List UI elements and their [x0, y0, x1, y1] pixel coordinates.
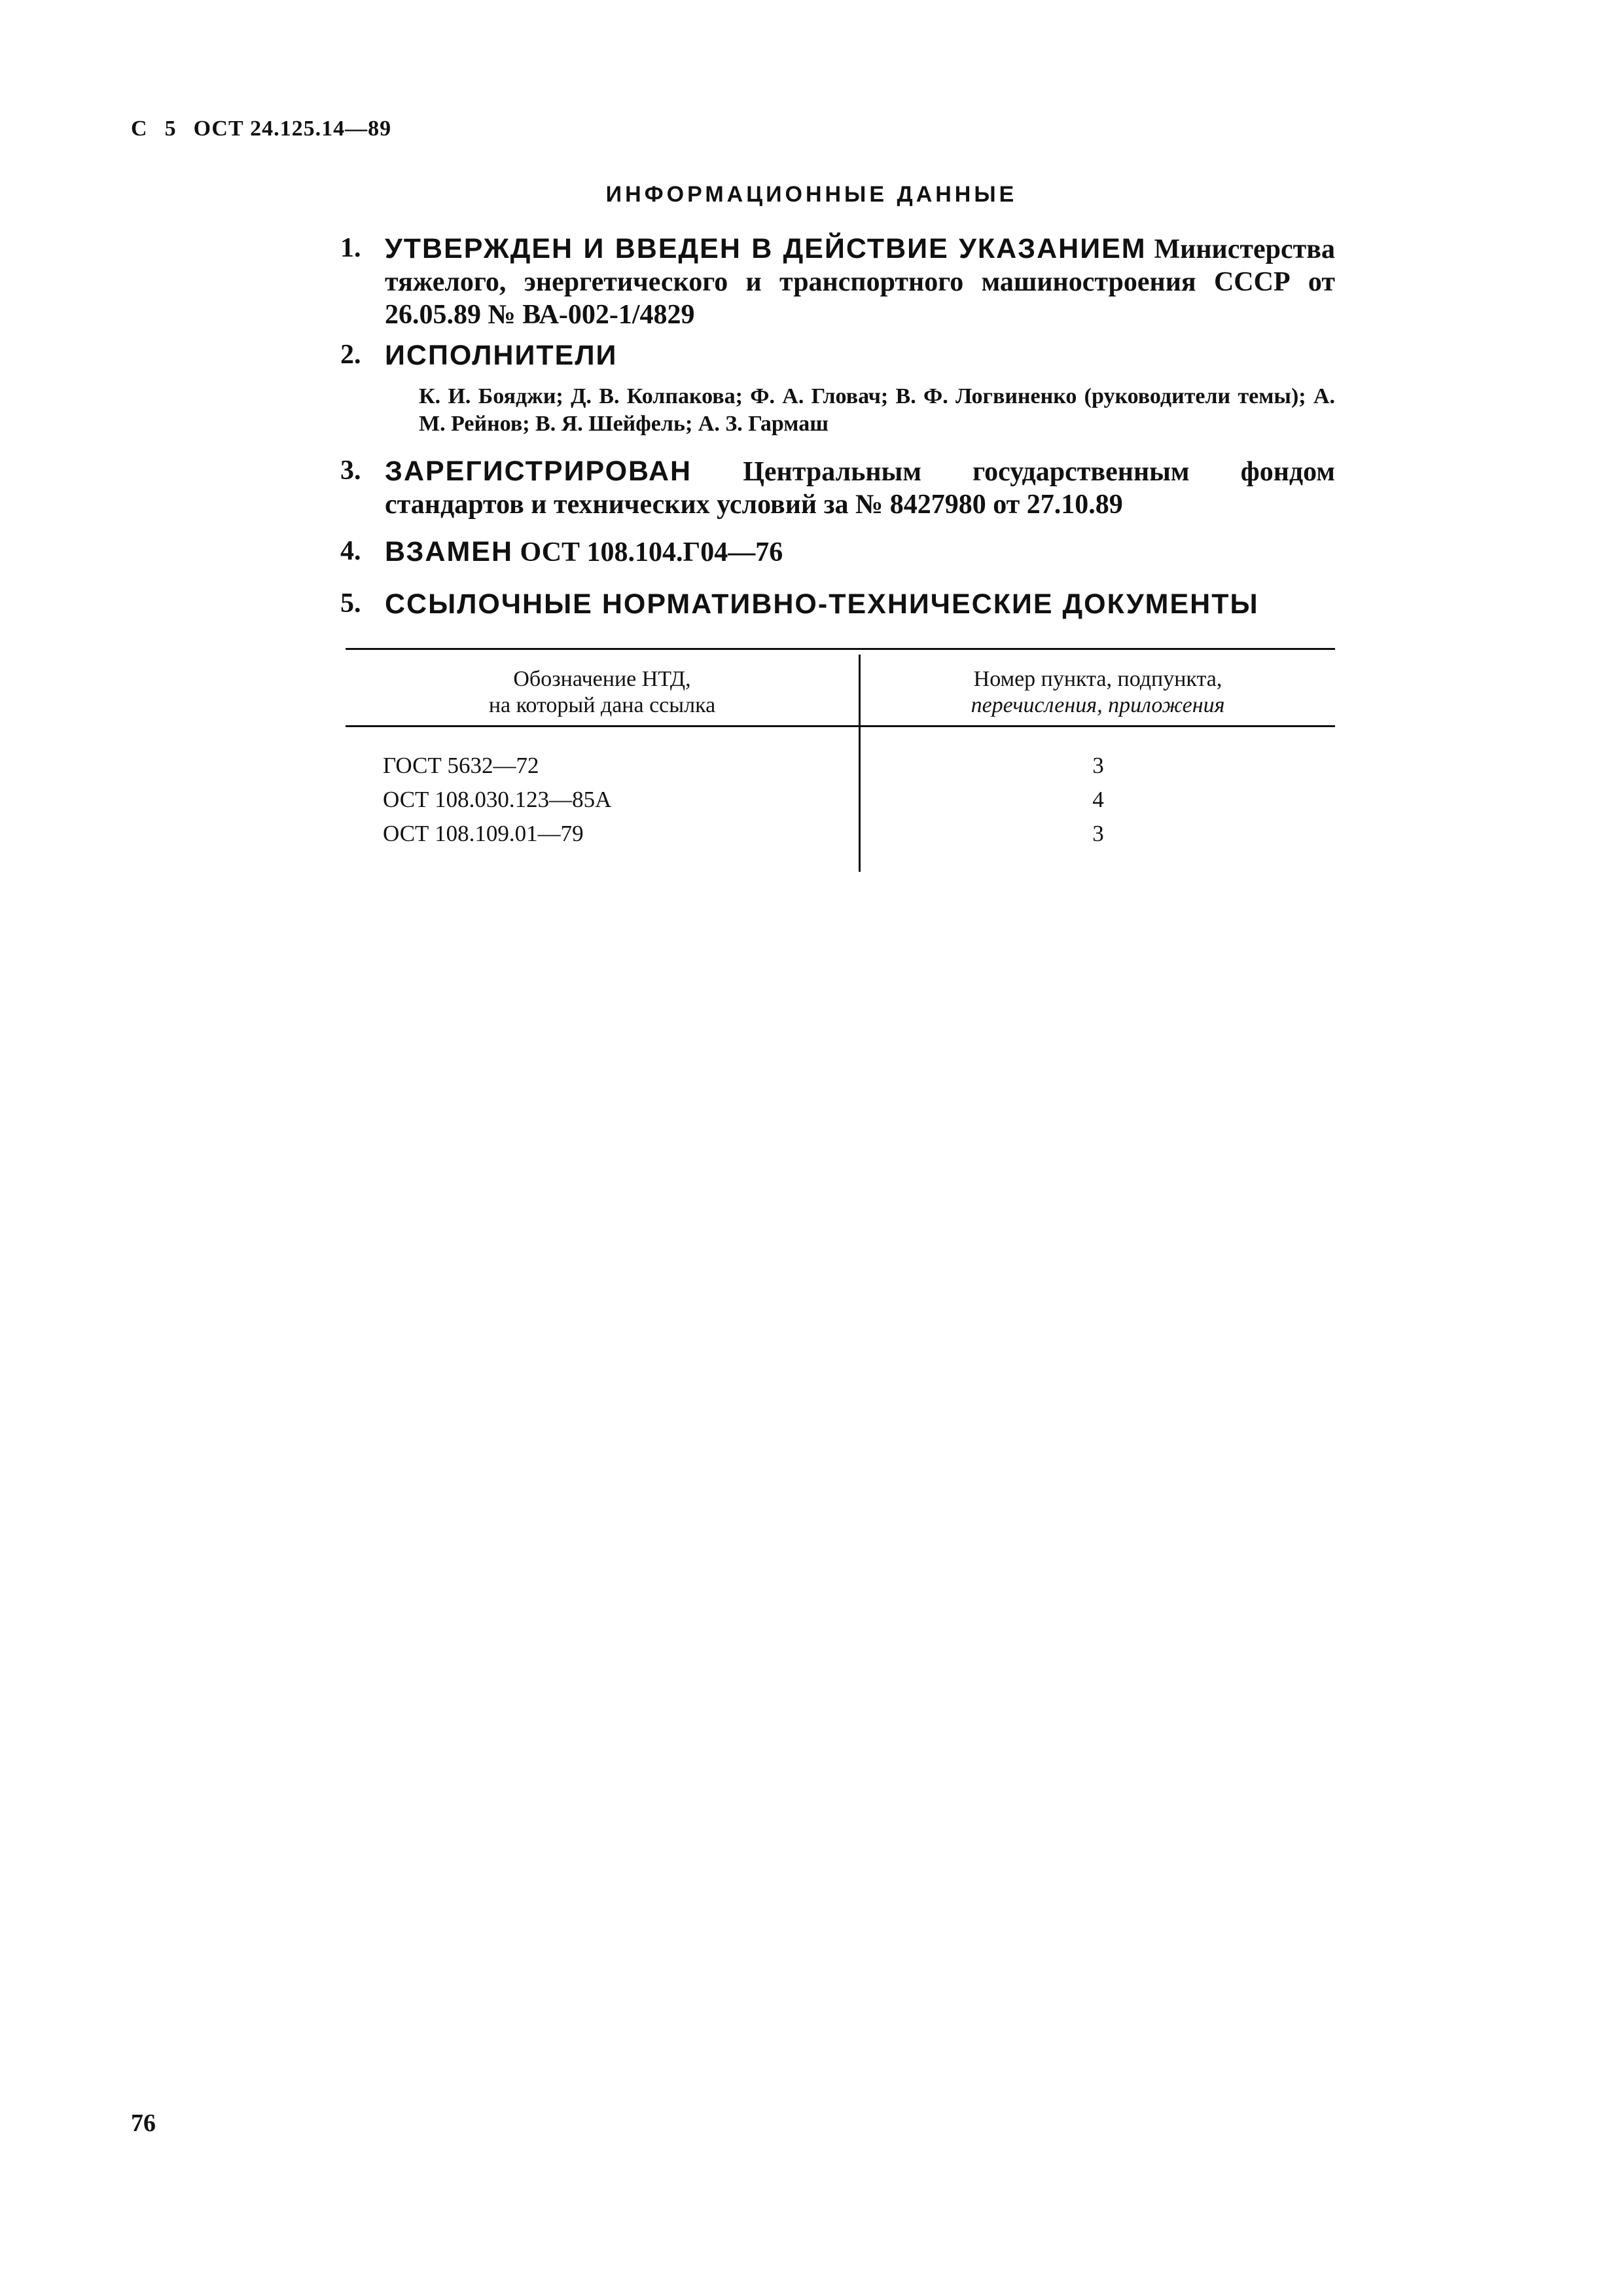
header-line: Обозначение НТД, — [513, 667, 691, 691]
item-body — [385, 232, 1335, 331]
info-item-5 — [340, 588, 1335, 621]
item-body — [385, 339, 1335, 372]
executors-list: К. И. Бояджи; Д. В. Колпакова; Ф. А. Гловач; В. Ф. Логвиненко (руководители темы); А. М. Рейнов; В. Я. Шейфель; А. З. Гармаш — [419, 384, 1335, 436]
table-top-rule — [346, 648, 1335, 650]
item-caps: ВЗАМЕН — [385, 536, 514, 567]
table-cell-ref: 3 — [1092, 753, 1104, 778]
table-cell-ref: 3 — [1092, 821, 1104, 846]
item-caps: ИСПОЛНИТЕЛИ — [385, 340, 618, 371]
item-caps: ССЫЛОЧНЫЕ НОРМАТИВНО-ТЕХНИЧЕСКИЕ ДОКУМЕНТЫ — [385, 588, 1259, 620]
info-item-1 — [340, 232, 1335, 331]
info-item-3 — [340, 455, 1335, 521]
page-header — [131, 117, 408, 141]
item-number: 3. — [340, 456, 361, 486]
item-text: Министерства тяжелого, энергетического и транспортного машиностроения СССР от 26.05.89 № ВА-002-1/4829 — [385, 234, 1335, 330]
item-number: 2. — [340, 340, 361, 370]
item-body — [385, 535, 1335, 569]
header-page: 5 — [164, 117, 177, 141]
table-header-doc — [346, 666, 859, 719]
info-item-2 — [340, 339, 1335, 372]
item-body — [385, 455, 1335, 521]
item-caps: УТВЕРЖДЕН И ВВЕДЕН В ДЕЙСТВИЕ УКАЗАНИЕМ — [385, 233, 1147, 264]
item-number: 5. — [340, 588, 361, 619]
header-line: Номер пункта, подпункта, — [973, 667, 1222, 691]
info-title: ИНФОРМАЦИОННЫЕ ДАННЫЕ — [605, 182, 1018, 207]
item-text: Центральным государственным фондом стандартов и технических условий за № 8427980 от 27.10.89 — [385, 457, 1335, 520]
table-cell-doc: ОСТ 108.109.01—79 — [383, 821, 584, 846]
table-header-rule — [346, 725, 1335, 727]
table-header-ref — [861, 666, 1335, 719]
table-body-divider — [859, 726, 861, 872]
header-line: на который дана ссылка — [488, 693, 716, 717]
table-cell-ref: 4 — [1092, 787, 1104, 812]
info-item-4 — [340, 535, 1335, 569]
header-prefix: С — [131, 117, 148, 141]
item-text: ОСТ 108.104.Г04—76 — [513, 537, 783, 567]
header-line: перечисления, приложения — [971, 693, 1225, 717]
item-number: 1. — [340, 233, 361, 263]
item-body — [385, 588, 1335, 621]
table-cell-doc: ГОСТ 5632—72 — [383, 753, 539, 778]
item-caps: ЗАРЕГИСТРИРОВАН — [385, 456, 692, 487]
item-number: 4. — [340, 536, 361, 566]
page-number: 76 — [131, 2109, 156, 2137]
header-standard: ОСТ 24.125.14—89 — [193, 117, 392, 141]
table-cell-doc: ОСТ 108.030.123—85А — [383, 787, 612, 812]
